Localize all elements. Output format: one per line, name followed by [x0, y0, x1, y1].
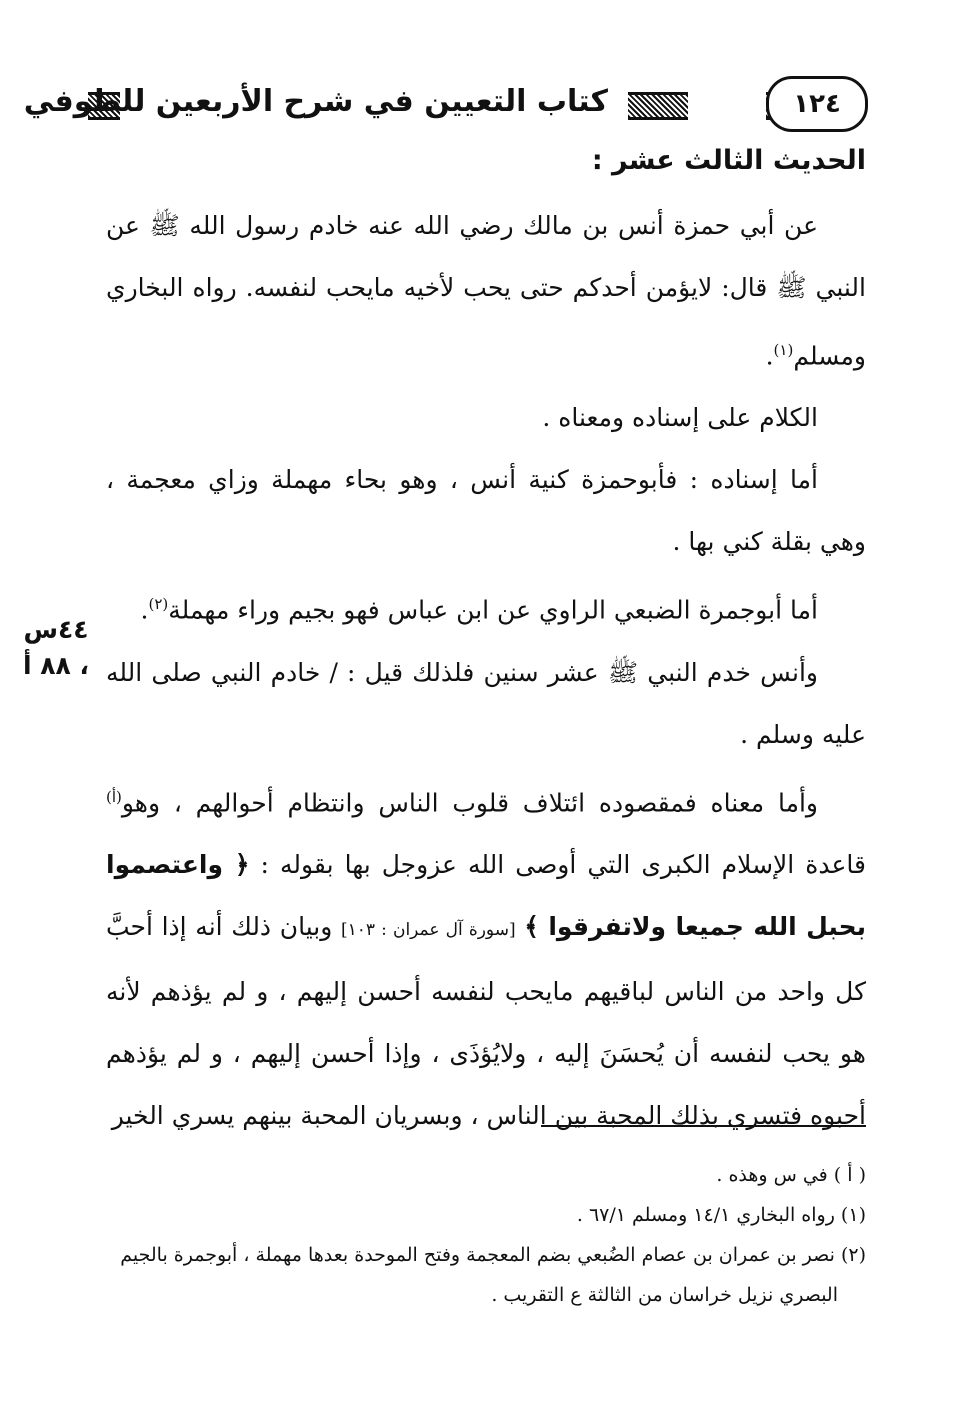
paragraph-abu-jamra: أما أبوجمرة الضبعي الراوي عن ابن عباس فهو بجيم وراء مهملة$^{(٢)}$. — [140, 595, 818, 625]
footnote-ref-a: (أ) — [106, 787, 122, 806]
paragraph-meaning — [106, 766, 866, 1147]
hadith-text: عن أبي حمزة أنس بن مالك رضي الله عنه خادم رسول الله ﷺ عن النبي ﷺ قال: لايؤمن أحدكم حتى يحب لأخيه مايحب لنفسه. رواه البخاري ومسلم — [106, 211, 866, 371]
paragraph-discussion: الكلام على إسناده ومعناه . — [542, 403, 818, 433]
footnote-2: (٢) نصر بن عمران بن عصام الضُبعي بضم المعجمة وفتح الموحدة بعدها مهملة ، أبوجمرة بالجيم — [120, 1244, 866, 1266]
quran-verse: ﴿ واعتصموا بحبل الله جميعا ولاتفرقوا ﴾ — [106, 849, 866, 941]
meaning-text-c: وبيان ذلك أنه إذا أحبَّ كل واحد من الناس لباقيهم مايحب لنفسه أحسن إليهم ، و لم يؤذهم لأنه هو يحب لنفسه أن يُحسَنَ إليه ، ولايُؤذَى ، وإذا أحسن إليهم ، و لم يؤذهم أحبوه فتسري بذلك المحبة بين الناس ، وبسريان المحبة بينهم يسري الخير — [106, 911, 866, 1130]
margin-note-line-1: ٤٤س — [23, 615, 89, 644]
footnote-ref-1: (١) — [773, 341, 794, 359]
page-header — [23, 72, 878, 132]
footnote-2-continued: البصري نزيل خراسان من الثالثة ع التقريب . — [491, 1284, 838, 1306]
hadith-heading: الحديث الثالث عشر : — [591, 145, 866, 176]
paragraph-hadith: عن أبي حمزة أنس بن مالك رضي الله عنه خادم رسول الله ﷺ عن النبي ﷺ قال: لايؤمن أحدكم حتى يحب لأخيه مايحب لنفسه. رواه البخاري ومسلم$^{(١)}$. — [106, 211, 866, 371]
paragraph-isnad: أما إسناده : فأبوحمزة كنية أنس ، وهو بحاء مهملة وزاي معجمة ، وهي بقلة كني بها . — [106, 465, 866, 557]
margin-note-line-2: ، ٨٨ أ — [22, 651, 89, 680]
footnote-a: ( أ ) في س وهذه . — [716, 1164, 866, 1186]
meaning-text-a: وأما معناه فمقصوده ائتلاف قلوب الناس وانتظام أحوالهم ، وهو — [121, 787, 818, 817]
book-title: كتاب التعيين في شرح الأربعين للطوفي — [23, 84, 608, 119]
main-text — [106, 195, 866, 1147]
paragraph-anas: وأنس خدم النبي ﷺ عشر سنين فلذلك قيل : / خادم النبي صلى الله عليه وسلم . — [106, 657, 866, 749]
quran-citation: [سورة آل عمران : ١٠٣] — [340, 919, 516, 940]
header-ornament-center — [628, 92, 688, 120]
manuscript-margin-note — [16, 612, 96, 684]
page-number: ١٢٤ — [766, 76, 868, 132]
footnote-separator — [541, 1125, 866, 1127]
footnote-1: (١) رواه البخاري ١٤/١ ومسلم ٦٧/١ . — [576, 1204, 866, 1226]
footnotes — [106, 1155, 866, 1315]
abu-jamra-text: أما أبوجمرة الضبعي الراوي عن ابن عباس فهو بجيم وراء مهملة — [168, 595, 818, 625]
footnote-ref-2: (٢) — [148, 595, 169, 614]
meaning-text-b: قاعدة الإسلام الكبرى التي أوصى الله عزوجل بها بقوله : — [260, 849, 866, 879]
